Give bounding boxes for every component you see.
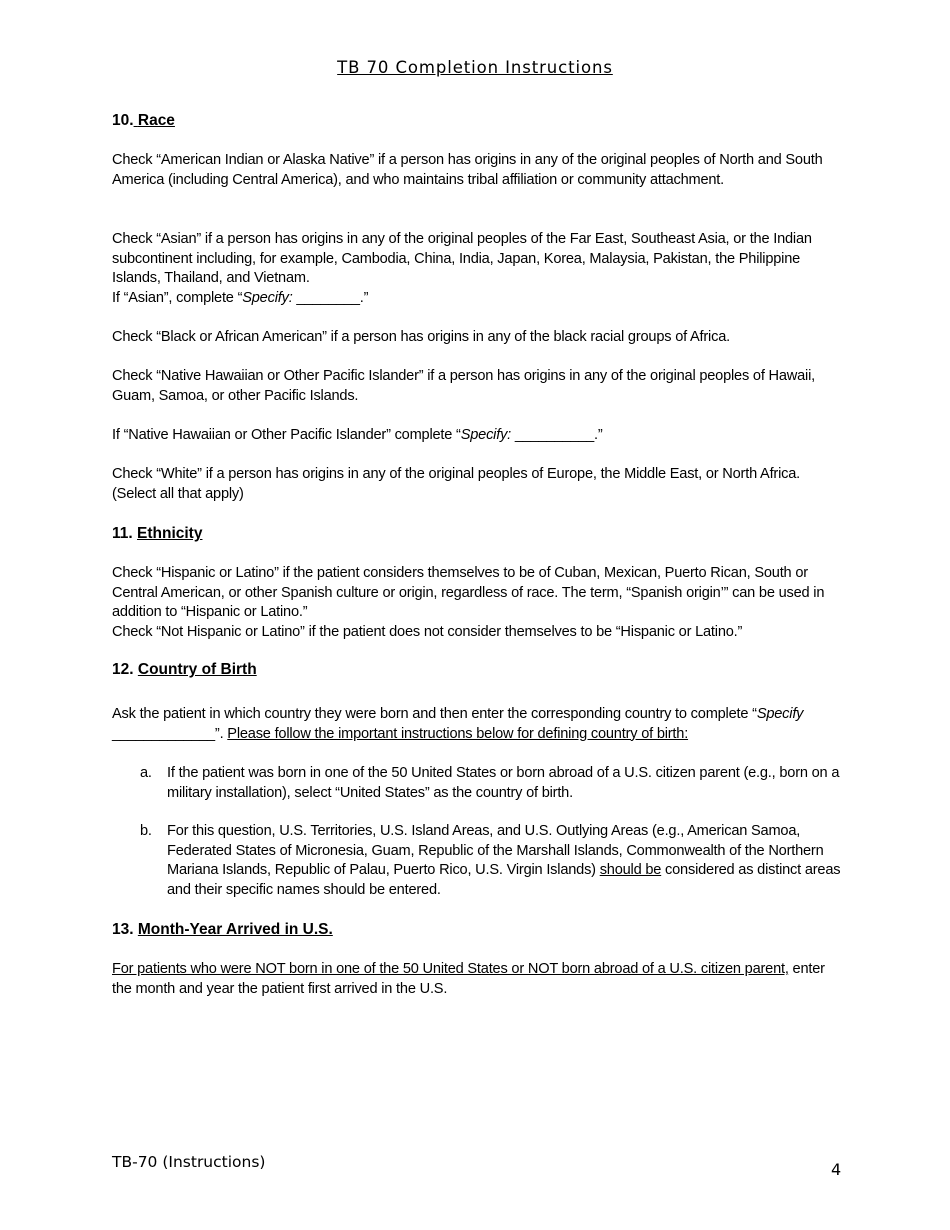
race-paragraph-asian: Check “Asian” if a person has origins in any of the original peoples of the Far East, Southeast Asia, or the Indian subcontinent including, for example, Cambodia, China, India, Japan, Korea, Malaysia, Pakistan, the Philippine Islands, Thailand, and Vietnam. If “Asian”, complete “Specify: ________.”	[112, 230, 840, 308]
section-number: 13.	[112, 921, 134, 938]
section-label: Ethnicity	[137, 525, 203, 542]
page-number: 4	[831, 1160, 842, 1179]
asian-specify-line: If “Asian”, complete “Specify: ________.”	[112, 289, 369, 306]
country-paragraph: Ask the patient in which country they were born and then enter the corresponding country to complete “Specify _____________”. Please follow the important instructions below for defining country of birth:	[112, 706, 804, 742]
list-marker: a.	[140, 765, 152, 781]
race-paragraph-white: Check “White” if a person has origins in any of the original peoples of Europe, the Middle East, or North Africa. (Select all that apply)	[112, 466, 800, 502]
section-label: Race	[137, 112, 175, 129]
section-label: Month-Year Arrived in U.S.	[137, 921, 333, 938]
list-text: If the patient was born in one of the 50 United States or born abroad of a U.S. citizen parent (e.g., born on a military installation), select “United States” as the country of birth.	[167, 765, 840, 801]
list-text: For this question, U.S. Territories, U.S. Island Areas, and U.S. Outlying Areas (e.g., American Samoa, Federated States of Micronesia, Guam, Republic of the Marshall Islands, Commonwealth of the Northern Mariana Islands, Republic of Palau, Puerto Rico, U.S. Virgin Islands) should be considered as distinct areas and their specific names should be entered.	[167, 823, 841, 898]
race-paragraph-black: Check “Black or African American” if a person has origins in any of the black racial groups of Africa.	[112, 329, 730, 345]
race-paragraph-american-indian: Check “American Indian or Alaska Native” if a person has origins in any of the original peoples of North and South America (including Central America), and who maintains tribal affiliation or community attachment.	[112, 152, 823, 188]
section-number: 11.	[112, 525, 133, 542]
section-number: 10.	[112, 112, 134, 129]
page-title: TB 70 Completion Instructions	[337, 58, 613, 77]
arrival-paragraph: For patients who were NOT born in one of the 50 United States or NOT born abroad of a U.S. citizen parent, enter the month and year the patient first arrived in the U.S.	[112, 961, 825, 997]
hawaiian-specify-line: If “Native Hawaiian or Other Pacific Islander” complete “Specify: __________.”	[112, 427, 603, 443]
section-heading-race	[112, 112, 175, 130]
footer-form-label: TB-70 (Instructions)	[112, 1153, 266, 1171]
list-marker: b.	[140, 823, 152, 839]
section-label: Country of Birth	[137, 661, 257, 678]
ethnicity-paragraph: Check “Hispanic or Latino” if the patient considers themselves to be of Cuban, Mexican, Puerto Rican, South or Central American, or other Spanish culture or origin, regardless of race. The term, “Spanish origin’” can be used in addition to “Hispanic or Latino.” Check “Not Hispanic or Latino” if the patient does not consider themselves to be “Hispanic or Latino.”	[112, 565, 825, 640]
section-number: 12.	[112, 661, 134, 678]
race-paragraph-hawaiian: Check “Native Hawaiian or Other Pacific Islander” if a person has origins in any of the original peoples of Hawaii, Guam, Samoa, or other Pacific Islands.	[112, 368, 815, 404]
section-heading-ethnicity	[112, 525, 202, 543]
section-heading-country	[112, 661, 257, 679]
section-heading-arrival	[112, 921, 333, 939]
